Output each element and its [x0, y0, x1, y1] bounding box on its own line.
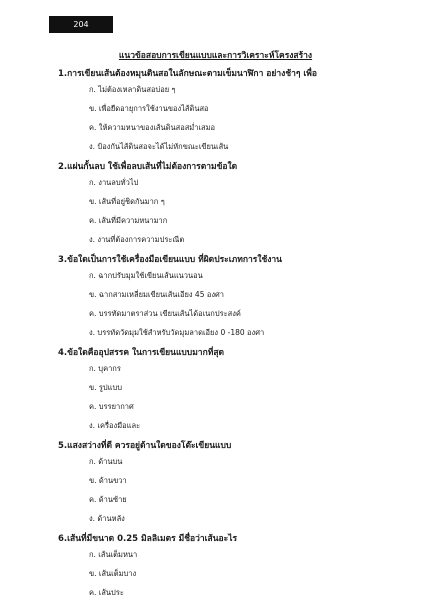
choice-item: ค. เส้นประ	[89, 588, 124, 597]
question-text: 2.แผ่นกั้นลบ ใช้เพื่อลบเส้นที่ไม่ต้องการตามข้อใด	[58, 162, 238, 172]
question-5	[58, 440, 418, 533]
choice-item: ค. บรรยากาศ	[89, 402, 134, 411]
choice-item: ง. ป้องกันไส้ดินสอจะได้ไม่หักขณะเขียนเส้น	[89, 142, 229, 151]
choice-item: ข. ด้านขวา	[89, 476, 127, 485]
question-list	[58, 68, 418, 607]
question-3	[58, 254, 418, 347]
choice-item: ข. เส้นที่อยู่ชิดกันมาก ๆ	[89, 197, 165, 206]
choice-item: ค. บรรทัดมาตราส่วน เขียนเส้นได้อเนกประสงค์	[89, 309, 241, 318]
question-1	[58, 68, 418, 161]
choice-item: ก. บุคากร	[89, 364, 121, 373]
choice-item: ข. รูปแบบ	[89, 383, 123, 392]
choice-item: ข. เพื่อยืดอายุการใช้งานของไส้ดินสอ	[89, 104, 209, 113]
question-2	[58, 161, 418, 254]
choice-item: ง. ด้านหลัง	[89, 514, 125, 523]
page-number-badge: 204	[49, 16, 113, 33]
choice-item: ง. งานที่ต้องการความประณีต	[89, 235, 185, 244]
question-text: 6.เส้นที่มีขนาด 0.25 มิลลิเมตร มีชื่อว่าเส้นอะไร	[58, 534, 238, 544]
choice-item: ก. ฉากปรับมุมใช้เขียนเส้นแนวนอน	[89, 271, 203, 280]
question-text: 4.ข้อใดคืออุปสรรค ในการเขียนแบบมากที่สุด	[58, 348, 225, 358]
choice-item: ข. ฉากสามเหลี่ยมเขียนเส้นเอียง 45 องศา	[89, 290, 224, 299]
choice-item: ง. เครื่องมือและ	[89, 421, 141, 430]
question-text: 5.แสงสว่างที่ดี ควรอยู่ด้านใดของโต๊ะเขียนแบบ	[58, 441, 232, 451]
choice-item: ค. เส้นที่มีความหนามาก	[89, 216, 168, 225]
question-text: 1.การเขียนเส้นต้องหมุนดินสอในลักษณะตามเข็มนาฬิกา อย่างช้าๆ เพื่อ	[58, 69, 318, 79]
question-text: 3.ข้อใดเป็นการใช้เครื่องมือเขียนแบบ ที่ผิดประเภทการใช้งาน	[58, 255, 282, 265]
choice-item: ข. เส้นเต็มบาง	[89, 569, 137, 578]
choice-item: ก. เส้นเต็มหนา	[89, 550, 138, 559]
document-title: แนวข้อสอบการเขียนแบบและการวิเคราะห์โครงสร้าง	[118, 51, 313, 61]
choice-item: ค. ด้านซ้าย	[89, 495, 127, 504]
choice-item: ง. บรรทัดวัดมุมใช้สำหรับวัดมุมลาดเอียง 0 -180 องศา	[89, 328, 265, 337]
question-4	[58, 347, 418, 440]
choice-item: ค. ให้ความหนาของเส้นดินสอสม่ำเสมอ	[89, 123, 216, 132]
question-6	[58, 533, 418, 607]
choice-item: ก. ด้านบน	[89, 457, 123, 466]
choice-item: ก. ไม่ต้องเหลาดินสอบ่อย ๆ	[89, 85, 176, 94]
choice-item: ก. งานลบทั่วไป	[89, 178, 139, 187]
